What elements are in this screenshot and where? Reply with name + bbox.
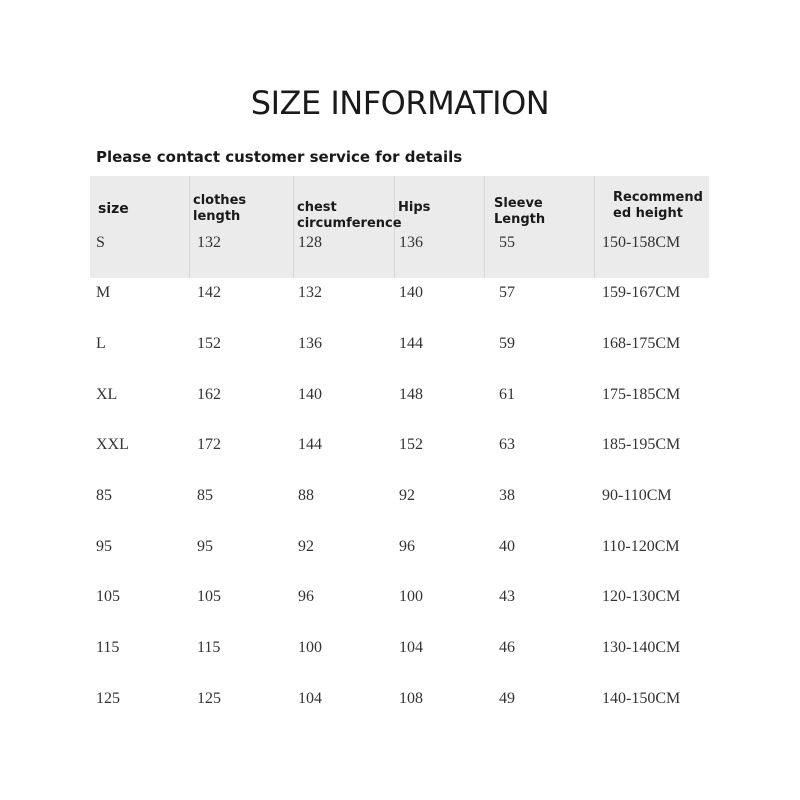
table-cell-hips: 152 xyxy=(399,436,423,453)
table-cell-size: S xyxy=(96,234,105,251)
table-cell-size: M xyxy=(96,284,111,301)
table-cell-size: 85 xyxy=(96,487,112,504)
table-cell-chest-circumference: 96 xyxy=(298,588,314,605)
table-cell-hips: 140 xyxy=(399,284,423,301)
table-cell-size: 125 xyxy=(96,690,120,707)
table-cell-chest-circumference: 140 xyxy=(298,386,322,403)
table-cell-clothes-length: 142 xyxy=(197,284,221,301)
table-row xyxy=(90,380,710,430)
column-header-line: chest xyxy=(297,200,337,215)
table-row xyxy=(90,278,710,328)
table-cell-recommended-height: 140-150CM xyxy=(602,690,681,707)
table-cell-sleeve-length: 59 xyxy=(499,335,515,352)
table-cell-sleeve-length: 43 xyxy=(499,588,515,605)
table-cell-recommended-height: 120-130CM xyxy=(602,588,681,605)
table-row xyxy=(90,481,710,531)
table-cell-chest-circumference: 136 xyxy=(298,335,322,352)
table-cell-chest-circumference: 100 xyxy=(298,639,322,656)
table-cell-chest-circumference: 128 xyxy=(298,234,322,251)
table-cell-clothes-length: 172 xyxy=(197,436,221,453)
table-cell-recommended-height: 90-110CM xyxy=(602,487,672,504)
column-header-line: circumference xyxy=(297,216,402,231)
table-cell-clothes-length: 125 xyxy=(197,690,221,707)
table-cell-clothes-length: 162 xyxy=(197,386,221,403)
table-cell-sleeve-length: 57 xyxy=(499,284,515,301)
table-cell-recommended-height: 175-185CM xyxy=(602,386,681,403)
table-cell-chest-circumference: 92 xyxy=(298,538,314,555)
column-header-line: Sleeve xyxy=(494,196,543,211)
table-cell-hips: 92 xyxy=(399,487,415,504)
table-cell-size: 95 xyxy=(96,538,112,555)
table-cell-hips: 100 xyxy=(399,588,423,605)
table-cell-clothes-length: 132 xyxy=(197,234,221,251)
column-header-line: Recommend xyxy=(613,190,703,205)
table-cell-clothes-length: 105 xyxy=(197,588,221,605)
table-cell-sleeve-length: 49 xyxy=(499,690,515,707)
table-cell-sleeve-length: 63 xyxy=(499,436,515,453)
table-cell-recommended-height: 168-175CM xyxy=(602,335,681,352)
column-header-line: clothes xyxy=(193,193,247,208)
column-header-hips xyxy=(398,200,430,216)
table-cell-clothes-length: 85 xyxy=(197,487,213,504)
table-row xyxy=(90,684,710,734)
column-header-sleeve-length xyxy=(494,196,545,228)
table-cell-clothes-length: 152 xyxy=(197,335,221,352)
column-header-recommended-height xyxy=(613,190,703,222)
table-row xyxy=(90,633,710,683)
column-header-clothes-length xyxy=(193,193,246,225)
table-cell-size: L xyxy=(96,335,106,352)
table-cell-chest-circumference: 88 xyxy=(298,487,314,504)
table-cell-hips: 96 xyxy=(399,538,415,555)
table-cell-hips: 104 xyxy=(399,639,423,656)
column-header-line: size xyxy=(98,201,129,217)
table-row xyxy=(90,582,710,632)
table-cell-size: 105 xyxy=(96,588,120,605)
table-cell-sleeve-length: 38 xyxy=(499,487,515,504)
table-cell-recommended-height: 159-167CM xyxy=(602,284,681,301)
table-cell-chest-circumference: 104 xyxy=(298,690,322,707)
table-row xyxy=(90,430,710,480)
table-row xyxy=(90,228,710,278)
table-cell-sleeve-length: 61 xyxy=(499,386,515,403)
table-cell-hips: 108 xyxy=(399,690,423,707)
table-cell-hips: 136 xyxy=(399,234,423,251)
table-cell-chest-circumference: 132 xyxy=(298,284,322,301)
table-cell-clothes-length: 115 xyxy=(197,639,221,656)
page-subtitle: Please contact customer service for details xyxy=(96,148,463,166)
column-header-line: Hips xyxy=(398,200,431,215)
column-header-line: ed height xyxy=(613,206,683,221)
column-header-line: Length xyxy=(494,212,546,227)
page-title: SIZE INFORMATION xyxy=(250,84,550,122)
table-cell-chest-circumference: 144 xyxy=(298,436,322,453)
table-cell-recommended-height: 185-195CM xyxy=(602,436,681,453)
table-cell-sleeve-length: 40 xyxy=(499,538,515,555)
table-cell-hips: 148 xyxy=(399,386,423,403)
table-cell-recommended-height: 110-120CM xyxy=(602,538,680,555)
table-cell-sleeve-length: 46 xyxy=(499,639,515,656)
table-row xyxy=(90,329,710,379)
column-header-line: length xyxy=(193,209,241,224)
table-cell-size: 115 xyxy=(96,639,120,656)
table-cell-clothes-length: 95 xyxy=(197,538,213,555)
table-cell-recommended-height: 150-158CM xyxy=(602,234,681,251)
table-cell-size: XL xyxy=(96,386,118,403)
table-row xyxy=(90,532,710,582)
column-header-size xyxy=(98,201,129,217)
table-cell-hips: 144 xyxy=(399,335,423,352)
table-cell-size: XXL xyxy=(96,436,129,453)
table-cell-recommended-height: 130-140CM xyxy=(602,639,681,656)
table-cell-sleeve-length: 55 xyxy=(499,234,515,251)
